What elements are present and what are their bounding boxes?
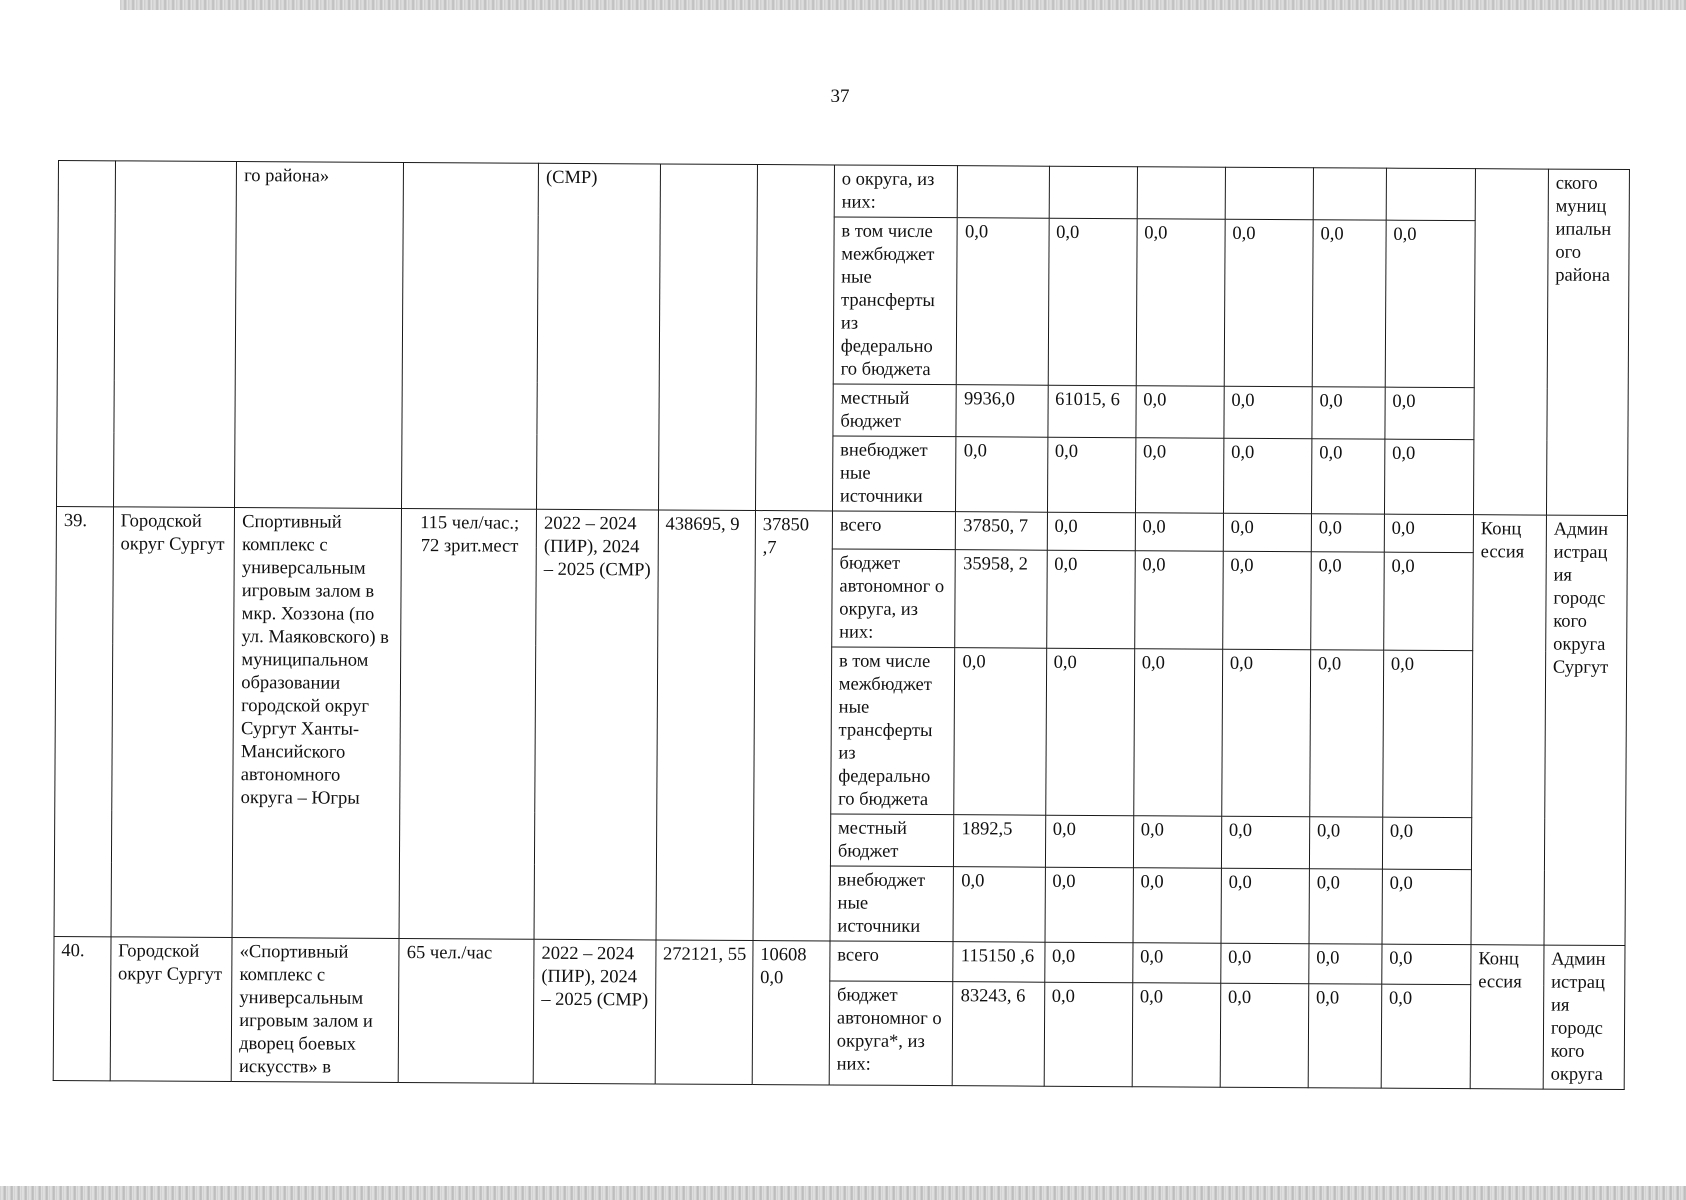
value-cell: 0,0	[1221, 868, 1310, 944]
scan-edge-top	[120, 0, 1686, 10]
object-name-cell: Спортивный комплекс с универсальным игровым залом в мкр. Хоззона (по ул. Маяковского) в муниципальном образовании городской округ Сургут Ханты-Мансийского автономного округа – Югры	[232, 508, 402, 939]
value-cell: 0,0	[1132, 943, 1220, 984]
scan-edge-bottom	[0, 1186, 1686, 1200]
value-cell: 0,0	[1133, 816, 1221, 869]
source-label: внебюджет ные источники	[830, 866, 954, 942]
value-cell: 0,0	[1223, 513, 1311, 552]
value-cell: 0,0	[1311, 439, 1384, 514]
value-cell: 0,0	[1047, 437, 1136, 513]
row-index: 40.	[53, 936, 111, 1080]
value-cell: 0,0	[1136, 386, 1224, 439]
value-cell: 0,0	[954, 648, 1046, 816]
amount-cell: 10608 0,0	[752, 941, 830, 1085]
value-cell: 37850, 7	[956, 512, 1047, 551]
value-cell	[1313, 168, 1386, 220]
customer-cell: Админ истрац ия городс кого округа	[1543, 945, 1625, 1089]
source-label: бюджет автономног о округа*, из них:	[829, 981, 953, 1085]
value-cell: 0,0	[1221, 816, 1309, 869]
value-cell: 0,0	[1220, 983, 1309, 1087]
value-cell: 115150 ,6	[953, 942, 1044, 983]
customer-cell: Админ истрац ия городс кого округа Сургут	[1544, 515, 1628, 945]
value-cell: 0,0	[1383, 650, 1473, 818]
table-row	[56, 506, 1627, 553]
value-cell: 0,0	[1223, 438, 1312, 514]
table-row	[58, 161, 1629, 222]
customer-cell: ского муниц ипальн ого района	[1546, 169, 1629, 515]
value-cell: 9936,0	[956, 385, 1047, 438]
municipality-cell: Городской округ Сургут	[111, 507, 235, 938]
value-cell: 0,0	[1310, 650, 1384, 817]
value-cell: 0,0	[1047, 512, 1135, 551]
value-cell: 0,0	[1045, 867, 1134, 943]
value-cell: 35958, 2	[955, 550, 1047, 649]
value-cell: 0,0	[1385, 387, 1474, 440]
period-cell: 2022 – 2024 (ПИР), 2024 – 2025 (СМР)	[534, 509, 658, 940]
value-cell: 0,0	[1382, 869, 1472, 945]
value-cell: 0,0	[1044, 982, 1133, 1086]
mechanism-cell	[1473, 169, 1548, 515]
value-cell: 0,0	[1224, 219, 1313, 387]
capacity-cell	[402, 162, 539, 509]
mechanism-cell: Конц ессия	[1470, 945, 1544, 1089]
mechanism-cell: Конц ессия	[1471, 515, 1546, 945]
value-cell: 0,0	[1222, 551, 1311, 650]
value-cell: 0,0	[1135, 438, 1224, 514]
capacity-cell: 115 чел/час.; 72 зрит.мест	[399, 508, 536, 939]
object-name-cell: «Спортивный комплекс с универсальным игровым залом и дворец боевых искусств» в	[231, 938, 399, 1083]
value-cell: 0,0	[1224, 386, 1312, 439]
value-cell: 0,0	[1309, 944, 1382, 985]
period-cell: 2022 – 2024 (ПИР), 2024 – 2025 (СМР)	[533, 939, 655, 1084]
source-label: местный бюджет	[830, 814, 954, 867]
municipality-cell	[113, 161, 237, 508]
value-cell: 0,0	[1382, 944, 1471, 985]
page-number: 37	[830, 86, 850, 107]
object-name-cell: го района»	[235, 162, 404, 509]
value-cell: 0,0	[1136, 219, 1225, 387]
value-cell: 0,0	[1311, 514, 1384, 552]
value-cell: 1892,5	[954, 815, 1045, 868]
value-cell: 0,0	[1044, 942, 1132, 983]
value-cell: 0,0	[956, 437, 1048, 513]
value-cell: 0,0	[1384, 552, 1474, 651]
cost-cell: 438695, 9	[656, 510, 756, 941]
value-cell	[1137, 167, 1225, 220]
value-cell: 0,0	[1048, 218, 1137, 386]
cost-cell: 272121, 55	[655, 940, 753, 1085]
source-label: всего	[830, 941, 954, 982]
value-cell: 0,0	[957, 218, 1049, 386]
value-cell: 0,0	[1045, 648, 1134, 816]
value-cell: 0,0	[1134, 551, 1223, 650]
value-cell: 0,0	[1381, 984, 1471, 1088]
value-cell: 0,0	[1312, 387, 1385, 439]
value-cell: 0,0	[1222, 649, 1311, 817]
source-label: бюджет автономног о округа, из них:	[832, 549, 956, 648]
value-cell: 0,0	[1309, 869, 1382, 944]
row-index: 39.	[54, 506, 113, 936]
value-cell: 0,0	[1135, 513, 1223, 552]
cost-cell	[658, 164, 757, 511]
value-cell: 0,0	[1045, 815, 1133, 868]
value-cell: 61015, 6	[1047, 385, 1135, 438]
period-cell: (СМР)	[537, 163, 661, 510]
amount-cell	[755, 165, 834, 511]
row-index	[57, 161, 116, 507]
value-cell: 0,0	[1133, 868, 1222, 944]
value-cell: 0,0	[1308, 984, 1382, 1088]
source-label: всего	[832, 511, 956, 550]
municipality-cell: Городской округ Сургут	[110, 937, 232, 1082]
value-cell: 0,0	[1385, 220, 1475, 388]
value-cell	[958, 166, 1049, 219]
value-cell: 0,0	[1309, 817, 1382, 869]
capacity-cell: 65 чел./час	[399, 938, 535, 1083]
table-row	[54, 936, 1625, 985]
value-cell: 0,0	[1384, 514, 1473, 553]
source-label: в том числе межбюджет ные трансферты из федерально го бюджета	[833, 217, 958, 385]
value-cell	[1386, 168, 1475, 221]
source-label: внебюджет ные источники	[832, 436, 956, 512]
amount-cell: 37850 ,7	[753, 511, 832, 941]
value-cell: 0,0	[1311, 552, 1384, 650]
source-label: местный бюджет	[833, 384, 957, 437]
value-cell: 0,0	[1382, 817, 1471, 870]
value-cell: 0,0	[953, 867, 1045, 943]
value-cell: 83243, 6	[953, 982, 1045, 1086]
value-cell: 0,0	[1221, 943, 1309, 984]
value-cell: 0,0	[1046, 550, 1135, 649]
source-label: в том числе межбюджет ные трансферты из федерально го бюджета	[831, 647, 956, 815]
value-cell	[1049, 166, 1137, 219]
value-cell: 0,0	[1132, 983, 1221, 1087]
value-cell: 0,0	[1384, 439, 1474, 515]
investment-objects-table	[53, 160, 1630, 1090]
source-label: о округа, из них:	[834, 165, 958, 218]
value-cell: 0,0	[1312, 220, 1386, 387]
value-cell	[1225, 167, 1313, 220]
value-cell: 0,0	[1133, 649, 1222, 817]
